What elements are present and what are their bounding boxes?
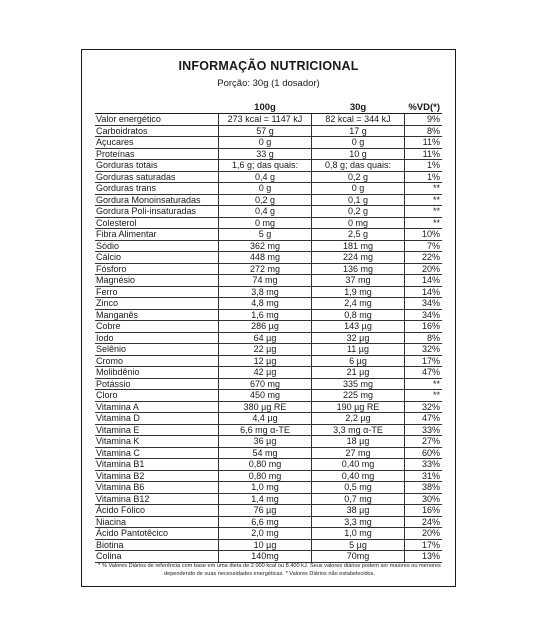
- daily-value-percent: 20%: [405, 263, 443, 275]
- daily-value-percent: 27%: [405, 436, 443, 448]
- value-per-portion: 1,9 mg: [312, 286, 405, 298]
- table-row: [95, 551, 442, 563]
- table-row: [95, 436, 442, 448]
- value-per-100g: 3,8 mg: [219, 286, 312, 298]
- value-per-portion: 11 µg: [312, 344, 405, 356]
- value-per-100g: 74 mg: [219, 275, 312, 287]
- daily-value-percent: 33%: [405, 424, 443, 436]
- nutrient-name: Ácido Pantotêcico: [95, 528, 219, 540]
- value-per-portion: 0,8 g; das quais:: [312, 160, 405, 172]
- value-per-100g: 450 mg: [219, 390, 312, 402]
- value-per-100g: 1,4 mg: [219, 493, 312, 505]
- value-per-portion: 37 mg: [312, 275, 405, 287]
- nutrient-name: Gorduras trans: [95, 183, 219, 195]
- daily-value-percent: 20%: [405, 528, 443, 540]
- table-row: [95, 505, 442, 517]
- column-header-30g: 30g: [312, 102, 405, 114]
- nutrition-table: [95, 102, 442, 563]
- table-row: [95, 482, 442, 494]
- value-per-portion: 17 g: [312, 125, 405, 137]
- value-per-portion: 21 µg: [312, 367, 405, 379]
- nutrient-name: Vitamina B2: [95, 470, 219, 482]
- daily-value-percent: **: [405, 183, 443, 195]
- value-per-portion: 136 mg: [312, 263, 405, 275]
- nutrient-name: Vitamina B1: [95, 459, 219, 471]
- nutrient-name: Vitamina E: [95, 424, 219, 436]
- value-per-100g: 140mg: [219, 551, 312, 563]
- value-per-portion: 0 g: [312, 183, 405, 195]
- daily-value-percent: 11%: [405, 137, 443, 149]
- value-per-portion: 225 mg: [312, 390, 405, 402]
- value-per-portion: 0,1 g: [312, 194, 405, 206]
- value-per-100g: 0,4 g: [219, 206, 312, 218]
- nutrient-name: Cálcio: [95, 252, 219, 264]
- value-per-portion: 335 mg: [312, 378, 405, 390]
- daily-value-percent: 14%: [405, 286, 443, 298]
- value-per-portion: 32 µg: [312, 332, 405, 344]
- table-row: [95, 539, 442, 551]
- value-per-100g: 0,80 mg: [219, 470, 312, 482]
- daily-value-percent: **: [405, 206, 443, 218]
- value-per-portion: 181 mg: [312, 240, 405, 252]
- value-per-100g: 42 µg: [219, 367, 312, 379]
- daily-value-percent: **: [405, 390, 443, 402]
- value-per-100g: 6,6 mg α-TE: [219, 424, 312, 436]
- nutrient-name: Gordura Monoinsaturadas: [95, 194, 219, 206]
- value-per-100g: 4,4 µg: [219, 413, 312, 425]
- nutrient-name: Iodo: [95, 332, 219, 344]
- table-row: [95, 229, 442, 241]
- value-per-100g: 380 µg RE: [219, 401, 312, 413]
- daily-value-percent: 32%: [405, 401, 443, 413]
- table-row: [95, 286, 442, 298]
- value-per-100g: 5 g: [219, 229, 312, 241]
- daily-value-percent: 47%: [405, 413, 443, 425]
- nutrient-name: Gorduras saturadas: [95, 171, 219, 183]
- table-row: [95, 344, 442, 356]
- table-row: [95, 459, 442, 471]
- value-per-100g: 362 mg: [219, 240, 312, 252]
- table-row: [95, 447, 442, 459]
- daily-value-percent: 11%: [405, 148, 443, 160]
- column-header-daily-value: %VD(*): [405, 102, 443, 114]
- table-row: [95, 528, 442, 540]
- nutrient-name: Biotina: [95, 539, 219, 551]
- nutrient-name: Ácido Fólico: [95, 505, 219, 517]
- table-row: [95, 309, 442, 321]
- daily-value-percent: 60%: [405, 447, 443, 459]
- table-row: [95, 263, 442, 275]
- daily-value-percent: 31%: [405, 470, 443, 482]
- nutrient-name: Sódio: [95, 240, 219, 252]
- table-header-row: [95, 102, 442, 114]
- value-per-100g: 0,2 g: [219, 194, 312, 206]
- value-per-100g: 670 mg: [219, 378, 312, 390]
- value-per-portion: 0,5 mg: [312, 482, 405, 494]
- daily-value-percent: 1%: [405, 160, 443, 172]
- table-row: [95, 275, 442, 287]
- daily-value-percent: 17%: [405, 539, 443, 551]
- nutrient-name: Valor energético: [95, 114, 219, 126]
- value-per-100g: 1,0 mg: [219, 482, 312, 494]
- table-row: [95, 390, 442, 402]
- table-row: [95, 183, 442, 195]
- nutrient-name: Proteínas: [95, 148, 219, 160]
- column-header-100g: 100g: [219, 102, 312, 114]
- value-per-100g: 273 kcal = 1147 kJ: [219, 114, 312, 126]
- value-per-100g: 272 mg: [219, 263, 312, 275]
- value-per-100g: 0,4 g: [219, 171, 312, 183]
- value-per-portion: 0,7 mg: [312, 493, 405, 505]
- value-per-portion: 6 µg: [312, 355, 405, 367]
- value-per-100g: 6,6 mg: [219, 516, 312, 528]
- value-per-100g: 12 µg: [219, 355, 312, 367]
- value-per-portion: 2,2 µg: [312, 413, 405, 425]
- value-per-portion: 38 µg: [312, 505, 405, 517]
- value-per-portion: 2,4 mg: [312, 298, 405, 310]
- value-per-100g: 0 g: [219, 137, 312, 149]
- table-row: [95, 125, 442, 137]
- footnote: * % Valores Diários de referência com base em uma dieta de 2.000 kcal ou 8.400 kJ. Seus valores diários podem ser maiores ou menores dependendo de suas necessidades energéticas. * Valores Diários não estabelecidos.: [98, 563, 441, 577]
- daily-value-percent: **: [405, 194, 443, 206]
- value-per-portion: 0 mg: [312, 217, 405, 229]
- daily-value-percent: 34%: [405, 309, 443, 321]
- daily-value-percent: 47%: [405, 367, 443, 379]
- value-per-portion: 5 µg: [312, 539, 405, 551]
- value-per-100g: 64 µg: [219, 332, 312, 344]
- daily-value-percent: 14%: [405, 275, 443, 287]
- daily-value-percent: 34%: [405, 298, 443, 310]
- value-per-portion: 82 kcal = 344 kJ: [312, 114, 405, 126]
- table-row: [95, 137, 442, 149]
- table-row: [95, 516, 442, 528]
- table-row: [95, 114, 442, 126]
- table-row: [95, 332, 442, 344]
- daily-value-percent: **: [405, 217, 443, 229]
- table-row: [95, 298, 442, 310]
- portion-size: Porção: 30g (1 dosador): [217, 78, 320, 89]
- nutrient-name: Vitamina B6: [95, 482, 219, 494]
- table-row: [95, 171, 442, 183]
- table-row: [95, 493, 442, 505]
- value-per-portion: 3,3 mg: [312, 516, 405, 528]
- value-per-100g: 10 µg: [219, 539, 312, 551]
- daily-value-percent: 24%: [405, 516, 443, 528]
- daily-value-percent: 16%: [405, 321, 443, 333]
- daily-value-percent: 17%: [405, 355, 443, 367]
- table-row: [95, 355, 442, 367]
- value-per-100g: 54 mg: [219, 447, 312, 459]
- daily-value-percent: 1%: [405, 171, 443, 183]
- nutrient-name: Cromo: [95, 355, 219, 367]
- table-row: [95, 470, 442, 482]
- value-per-portion: 27 mg: [312, 447, 405, 459]
- value-per-100g: 0 mg: [219, 217, 312, 229]
- daily-value-percent: 32%: [405, 344, 443, 356]
- nutrition-table-body: [95, 114, 442, 563]
- daily-value-percent: 13%: [405, 551, 443, 563]
- daily-value-percent: 22%: [405, 252, 443, 264]
- value-per-100g: 286 µg: [219, 321, 312, 333]
- daily-value-percent: 7%: [405, 240, 443, 252]
- value-per-portion: 190 µg RE: [312, 401, 405, 413]
- label-title: INFORMAÇÃO NUTRICIONAL: [178, 59, 359, 73]
- value-per-portion: 0,40 mg: [312, 470, 405, 482]
- nutrient-name: Carboidratos: [95, 125, 219, 137]
- value-per-portion: 18 µg: [312, 436, 405, 448]
- nutrient-name: Gordura Poli-insaturadas: [95, 206, 219, 218]
- nutrient-name: Colesterol: [95, 217, 219, 229]
- value-per-100g: 1,6 g; das quais:: [219, 160, 312, 172]
- nutrition-label: [81, 49, 456, 587]
- nutrient-name: Gorduras totais: [95, 160, 219, 172]
- value-per-portion: 0,40 mg: [312, 459, 405, 471]
- daily-value-percent: 30%: [405, 493, 443, 505]
- table-row: [95, 378, 442, 390]
- value-per-100g: 57 g: [219, 125, 312, 137]
- nutrient-name: Fibra Alimentar: [95, 229, 219, 241]
- table-row: [95, 424, 442, 436]
- nutrient-name: Vitamina A: [95, 401, 219, 413]
- nutrient-name: Vitamina D: [95, 413, 219, 425]
- nutrient-name: Magnésio: [95, 275, 219, 287]
- value-per-100g: 2,0 mg: [219, 528, 312, 540]
- value-per-portion: 0,2 g: [312, 171, 405, 183]
- value-per-100g: 448 mg: [219, 252, 312, 264]
- value-per-portion: 70mg: [312, 551, 405, 563]
- nutrient-name: Manganês: [95, 309, 219, 321]
- daily-value-percent: 38%: [405, 482, 443, 494]
- nutrient-name: Vitamina B12: [95, 493, 219, 505]
- nutrient-name: Ferro: [95, 286, 219, 298]
- value-per-100g: 22 µg: [219, 344, 312, 356]
- daily-value-percent: **: [405, 378, 443, 390]
- daily-value-percent: 10%: [405, 229, 443, 241]
- nutrient-name: Cloro: [95, 390, 219, 402]
- nutrient-name: Potássio: [95, 378, 219, 390]
- value-per-portion: 0,8 mg: [312, 309, 405, 321]
- value-per-portion: 0,2 g: [312, 206, 405, 218]
- table-row: [95, 160, 442, 172]
- value-per-portion: 224 mg: [312, 252, 405, 264]
- table-row: [95, 194, 442, 206]
- table-row: [95, 206, 442, 218]
- nutrient-name: Açucares: [95, 137, 219, 149]
- value-per-portion: 10 g: [312, 148, 405, 160]
- value-per-100g: 4,8 mg: [219, 298, 312, 310]
- nutrient-name: Vitamina K: [95, 436, 219, 448]
- table-row: [95, 401, 442, 413]
- daily-value-percent: 8%: [405, 332, 443, 344]
- nutrient-name: Cobre: [95, 321, 219, 333]
- nutrient-name: Zinco: [95, 298, 219, 310]
- value-per-100g: 36 µg: [219, 436, 312, 448]
- value-per-100g: 0 g: [219, 183, 312, 195]
- nutrient-name: Fósforo: [95, 263, 219, 275]
- nutrient-name: Selênio: [95, 344, 219, 356]
- value-per-100g: 33 g: [219, 148, 312, 160]
- value-per-100g: 1,6 mg: [219, 309, 312, 321]
- table-row: [95, 252, 442, 264]
- nutrient-name: Vitamina C: [95, 447, 219, 459]
- table-row: [95, 148, 442, 160]
- daily-value-percent: 8%: [405, 125, 443, 137]
- value-per-100g: 0,80 mg: [219, 459, 312, 471]
- daily-value-percent: 33%: [405, 459, 443, 471]
- value-per-portion: 1,0 mg: [312, 528, 405, 540]
- value-per-100g: 76 µg: [219, 505, 312, 517]
- nutrient-name: Niacina: [95, 516, 219, 528]
- daily-value-percent: 16%: [405, 505, 443, 517]
- table-row: [95, 367, 442, 379]
- table-row: [95, 240, 442, 252]
- daily-value-percent: 9%: [405, 114, 443, 126]
- nutrient-name: Molibdênio: [95, 367, 219, 379]
- table-row: [95, 321, 442, 333]
- table-row: [95, 413, 442, 425]
- column-header-nutrient: [95, 102, 219, 114]
- nutrient-name: Colina: [95, 551, 219, 563]
- value-per-portion: 2,5 g: [312, 229, 405, 241]
- value-per-portion: 3,3 mg α-TE: [312, 424, 405, 436]
- table-row: [95, 217, 442, 229]
- value-per-portion: 143 µg: [312, 321, 405, 333]
- value-per-portion: 0 g: [312, 137, 405, 149]
